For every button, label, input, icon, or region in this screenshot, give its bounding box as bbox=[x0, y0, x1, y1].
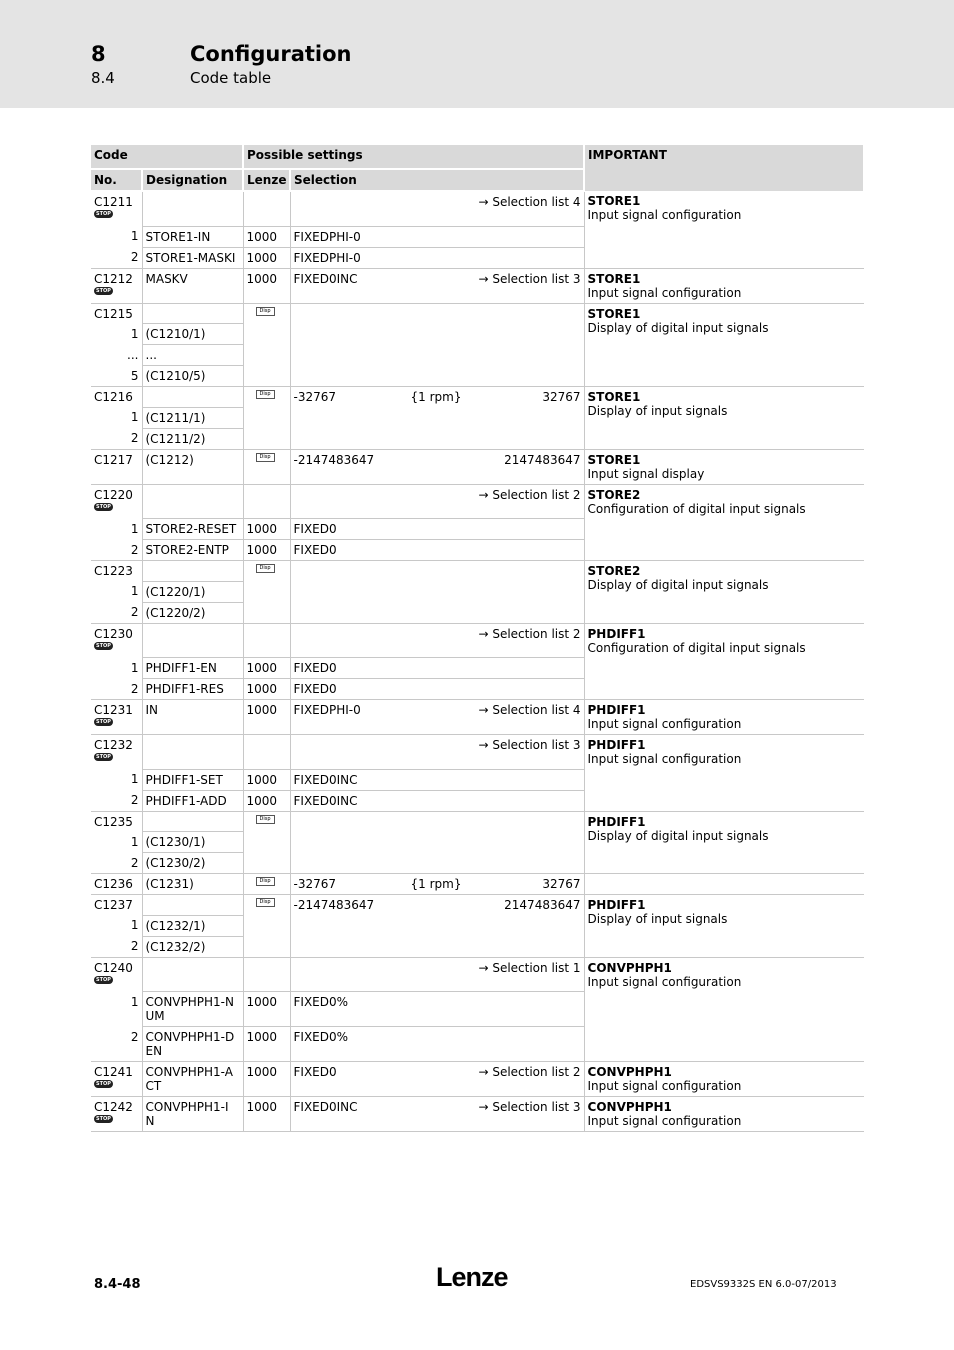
designation-cell bbox=[142, 484, 243, 519]
designation-cell: STORE2-RESET bbox=[142, 519, 243, 540]
subindex-cell: 2 bbox=[91, 853, 142, 874]
code-cell bbox=[91, 874, 142, 895]
header-important: IMPORTANT bbox=[584, 145, 864, 191]
designation-cell: (C1220/1) bbox=[142, 581, 243, 602]
designation-cell: (C1210/1) bbox=[142, 324, 243, 345]
code-number: C1230 bbox=[94, 626, 133, 641]
selection-right: 32767 bbox=[542, 877, 581, 891]
display-icon: Disp bbox=[256, 307, 275, 316]
header-lenze: Lenze bbox=[243, 169, 290, 191]
designation-cell: STORE1-MASKI bbox=[142, 247, 243, 268]
important-title: STORE1 bbox=[587, 390, 641, 404]
designation-cell: IN bbox=[142, 700, 243, 735]
selection-value: FIXED0 bbox=[293, 1065, 337, 1079]
code-number: C1236 bbox=[94, 877, 133, 891]
important-text: Input signal configuration bbox=[587, 752, 742, 766]
lenze-cell bbox=[243, 561, 290, 624]
selection-value: FIXED0INC bbox=[293, 1100, 358, 1114]
header-possible-settings: Possible settings bbox=[243, 145, 584, 169]
stop-icon: STOP bbox=[94, 976, 113, 984]
important-text: Display of digital input signals bbox=[587, 828, 769, 843]
section-title: Code table bbox=[190, 69, 272, 87]
stop-icon: STOP bbox=[94, 718, 113, 726]
lenze-cell bbox=[243, 874, 290, 895]
selection-value: FIXED0% bbox=[293, 995, 349, 1009]
lenze-cell: 1000 bbox=[243, 1027, 290, 1062]
header-code: Code bbox=[91, 145, 243, 169]
designation-cell bbox=[142, 387, 243, 408]
subindex-cell: 2 bbox=[91, 936, 142, 957]
lenze-cell: 1000 bbox=[243, 226, 290, 247]
header-no: No. bbox=[91, 169, 142, 191]
subindex-cell: 1 bbox=[91, 324, 142, 345]
selection-cell bbox=[290, 387, 584, 450]
code-number: C1220 bbox=[94, 487, 133, 502]
lenze-cell bbox=[243, 623, 290, 658]
code-number: C1241 bbox=[94, 1065, 133, 1079]
code-cell bbox=[91, 895, 142, 916]
important-text: Display of input signals bbox=[587, 404, 728, 418]
selection-right: → Selection list 4 bbox=[478, 195, 581, 209]
lenze-cell bbox=[243, 303, 290, 387]
subindex-cell: 2 bbox=[91, 247, 142, 268]
selection-value: FIXEDPHI-0 bbox=[293, 229, 361, 244]
code-cell bbox=[91, 811, 142, 832]
code-cell bbox=[91, 700, 142, 735]
table-row-code bbox=[91, 1062, 864, 1097]
chapter-number: 8 bbox=[91, 42, 106, 66]
header-selection: Selection bbox=[290, 169, 584, 191]
subindex-cell: 1 bbox=[91, 769, 142, 790]
code-number: C1237 bbox=[94, 898, 133, 912]
designation-cell bbox=[142, 735, 243, 770]
section-number: 8.4 bbox=[91, 69, 115, 87]
selection-right: → Selection list 1 bbox=[478, 960, 581, 975]
lenze-cell bbox=[243, 387, 290, 450]
important-cell bbox=[584, 811, 864, 874]
table-row-code bbox=[91, 623, 864, 658]
table-row-code bbox=[91, 874, 864, 895]
table-row-code bbox=[91, 735, 864, 770]
important-cell bbox=[584, 484, 864, 561]
lenze-cell: 1000 bbox=[243, 992, 290, 1027]
lenze-cell: 1000 bbox=[243, 268, 290, 303]
selection-cell bbox=[290, 1097, 584, 1132]
header-designation: Designation bbox=[142, 169, 243, 191]
designation-cell: CONVPHPH1-N UM bbox=[142, 992, 243, 1027]
table-row-code bbox=[91, 700, 864, 735]
important-text: Input signal configuration bbox=[587, 1114, 742, 1128]
subindex-cell: ... bbox=[91, 345, 142, 366]
selection-right: 32767 bbox=[542, 390, 581, 404]
table-row-code bbox=[91, 484, 864, 519]
important-title: STORE1 bbox=[587, 194, 641, 208]
selection-cell bbox=[290, 700, 584, 735]
selection-cell bbox=[290, 790, 584, 811]
selection-cell bbox=[290, 1062, 584, 1097]
subindex-cell: 1 bbox=[91, 519, 142, 540]
code-cell bbox=[91, 387, 142, 408]
selection-cell bbox=[290, 191, 584, 226]
important-cell bbox=[584, 874, 864, 895]
important-text: Display of input signals bbox=[587, 912, 728, 926]
designation-cell: CONVPHPH1-A CT bbox=[142, 1062, 243, 1097]
selection-cell bbox=[290, 449, 584, 484]
lenze-logo: Lenze bbox=[436, 1262, 508, 1292]
stop-icon: STOP bbox=[94, 210, 113, 218]
stop-icon: STOP bbox=[94, 287, 113, 295]
lenze-cell: 1000 bbox=[243, 679, 290, 700]
code-number: C1232 bbox=[94, 738, 133, 752]
selection-cell bbox=[290, 540, 584, 561]
designation-cell: CONVPHPH1-D EN bbox=[142, 1027, 243, 1062]
code-number: C1211 bbox=[94, 195, 133, 209]
document-id: EDSVS9332S EN 6.0-07/2013 bbox=[690, 1279, 837, 1290]
selection-cell bbox=[290, 992, 584, 1027]
code-cell bbox=[91, 735, 142, 770]
selection-value: FIXED0 bbox=[293, 682, 337, 696]
selection-cell bbox=[290, 735, 584, 770]
selection-right: → Selection list 3 bbox=[478, 738, 581, 752]
table-row-code bbox=[91, 387, 864, 408]
selection-cell bbox=[290, 484, 584, 519]
important-text: Input signal display bbox=[587, 466, 705, 481]
lenze-cell: 1000 bbox=[243, 769, 290, 790]
display-icon: Disp bbox=[256, 898, 275, 907]
designation-cell bbox=[142, 623, 243, 658]
table-row-code bbox=[91, 449, 864, 484]
lenze-cell: 1000 bbox=[243, 1062, 290, 1097]
important-cell bbox=[584, 735, 864, 812]
chapter-title: Configuration bbox=[190, 42, 352, 66]
lenze-cell: 1000 bbox=[243, 790, 290, 811]
important-title: STORE2 bbox=[587, 564, 641, 578]
designation-cell: STORE2-ENTP bbox=[142, 540, 243, 561]
code-number: C1231 bbox=[94, 703, 133, 717]
lenze-cell: 1000 bbox=[243, 540, 290, 561]
lenze-cell bbox=[243, 449, 290, 484]
selection-cell bbox=[290, 811, 584, 874]
selection-cell bbox=[290, 895, 584, 958]
subindex-cell: 2 bbox=[91, 602, 142, 623]
important-text: Display of digital input signals bbox=[587, 578, 769, 592]
designation-cell bbox=[142, 811, 243, 832]
selection-right: → Selection list 3 bbox=[478, 1100, 581, 1114]
important-cell bbox=[584, 303, 864, 387]
code-number: C1235 bbox=[94, 814, 133, 829]
lenze-cell bbox=[243, 957, 290, 992]
selection-value: -32767 bbox=[293, 877, 337, 891]
selection-value: FIXED0 bbox=[293, 661, 337, 675]
selection-cell bbox=[290, 874, 584, 895]
selection-value: FIXED0INC bbox=[293, 271, 358, 286]
important-cell bbox=[584, 957, 864, 1062]
selection-value: FIXED0INC bbox=[293, 793, 358, 808]
code-cell bbox=[91, 191, 142, 226]
important-text: Input signal configuration bbox=[587, 285, 742, 300]
lenze-cell bbox=[243, 735, 290, 770]
display-icon: Disp bbox=[256, 564, 275, 573]
designation-cell: (C1220/2) bbox=[142, 602, 243, 623]
designation-cell: PHDIFF1-SET bbox=[142, 769, 243, 790]
designation-cell: CONVPHPH1-I N bbox=[142, 1097, 243, 1132]
subindex-cell: 1 bbox=[91, 658, 142, 679]
important-title: PHDIFF1 bbox=[587, 814, 646, 829]
lenze-cell: 1000 bbox=[243, 247, 290, 268]
code-cell bbox=[91, 484, 142, 519]
stop-icon: STOP bbox=[94, 1115, 113, 1123]
important-title: CONVPHPH1 bbox=[587, 1065, 672, 1079]
table-row-code bbox=[91, 957, 864, 992]
subindex-cell: 1 bbox=[91, 915, 142, 936]
designation-cell: (C1232/2) bbox=[142, 936, 243, 957]
important-cell bbox=[584, 700, 864, 735]
important-text: Input signal configuration bbox=[587, 208, 742, 222]
designation-cell: STORE1-IN bbox=[142, 226, 243, 247]
designation-cell: MASKV bbox=[142, 268, 243, 303]
important-title: STORE1 bbox=[587, 271, 641, 286]
table-row-code bbox=[91, 811, 864, 832]
stop-icon: STOP bbox=[94, 1080, 113, 1088]
lenze-cell bbox=[243, 895, 290, 958]
important-text: Input signal configuration bbox=[587, 1079, 742, 1093]
important-title: PHDIFF1 bbox=[587, 703, 646, 717]
subindex-cell: 1 bbox=[91, 407, 142, 428]
designation-cell: (C1211/1) bbox=[142, 407, 243, 428]
designation-cell: (C1230/1) bbox=[142, 832, 243, 853]
selection-value: -32767 bbox=[293, 390, 337, 404]
selection-value: FIXEDPHI-0 bbox=[293, 250, 361, 265]
selection-value: FIXED0 bbox=[293, 522, 337, 536]
important-text: Configuration of digital input signals bbox=[587, 501, 806, 516]
page-number: 8.4-48 bbox=[94, 1277, 141, 1292]
display-icon: Disp bbox=[256, 390, 275, 399]
selection-right: → Selection list 3 bbox=[478, 271, 581, 286]
table-header-row-1 bbox=[91, 145, 864, 169]
lenze-cell: 1000 bbox=[243, 1097, 290, 1132]
selection-right: → Selection list 2 bbox=[478, 626, 581, 641]
code-number: C1212 bbox=[94, 271, 133, 286]
lenze-cell bbox=[243, 191, 290, 226]
designation-cell bbox=[142, 303, 243, 324]
designation-cell: (C1231) bbox=[142, 874, 243, 895]
designation-cell: (C1230/2) bbox=[142, 853, 243, 874]
code-number: C1215 bbox=[94, 306, 133, 321]
code-number: C1242 bbox=[94, 1100, 133, 1114]
subindex-cell: 1 bbox=[91, 581, 142, 602]
code-number: C1240 bbox=[94, 960, 133, 975]
lenze-cell: 1000 bbox=[243, 658, 290, 679]
selection-value: FIXED0 bbox=[293, 543, 337, 557]
selection-right: 2147483647 bbox=[504, 898, 581, 912]
selection-value: -2147483647 bbox=[293, 898, 375, 912]
stop-icon: STOP bbox=[94, 503, 113, 511]
subindex-cell: 2 bbox=[91, 679, 142, 700]
lenze-cell: 1000 bbox=[243, 519, 290, 540]
code-cell bbox=[91, 268, 142, 303]
selection-cell bbox=[290, 623, 584, 658]
selection-value: FIXED0INC bbox=[293, 772, 358, 787]
important-cell bbox=[584, 268, 864, 303]
subindex-cell: 1 bbox=[91, 226, 142, 247]
code-cell bbox=[91, 303, 142, 324]
important-title: PHDIFF1 bbox=[587, 898, 646, 912]
important-text: Input signal configuration bbox=[587, 974, 742, 989]
selection-right: → Selection list 2 bbox=[478, 1065, 581, 1079]
table-row-code bbox=[91, 303, 864, 324]
display-icon: Disp bbox=[256, 453, 275, 462]
table-row-code bbox=[91, 1097, 864, 1132]
selection-value: FIXED0% bbox=[293, 1030, 349, 1044]
subindex-cell: 5 bbox=[91, 366, 142, 387]
designation-cell bbox=[142, 957, 243, 992]
selection-unit: {1 rpm} bbox=[410, 877, 462, 891]
code-cell bbox=[91, 1062, 142, 1097]
subindex-cell: 2 bbox=[91, 1027, 142, 1062]
selection-cell bbox=[290, 519, 584, 540]
selection-cell bbox=[290, 1027, 584, 1062]
subindex-cell: 1 bbox=[91, 992, 142, 1027]
important-title: PHDIFF1 bbox=[587, 626, 646, 641]
selection-cell bbox=[290, 957, 584, 992]
subindex-cell: 2 bbox=[91, 790, 142, 811]
important-cell bbox=[584, 895, 864, 958]
important-title: PHDIFF1 bbox=[587, 738, 646, 752]
designation-cell: (C1212) bbox=[142, 449, 243, 484]
selection-cell bbox=[290, 303, 584, 387]
designation-cell: (C1211/2) bbox=[142, 428, 243, 449]
stop-icon: STOP bbox=[94, 642, 113, 650]
important-cell bbox=[584, 623, 864, 700]
important-text: Display of digital input signals bbox=[587, 320, 769, 335]
code-number: C1223 bbox=[94, 564, 133, 578]
page-header bbox=[0, 0, 954, 108]
selection-cell bbox=[290, 658, 584, 679]
designation-cell: PHDIFF1-EN bbox=[142, 658, 243, 679]
selection-cell bbox=[290, 561, 584, 624]
table-row-code bbox=[91, 191, 864, 226]
designation-cell bbox=[142, 191, 243, 226]
designation-cell bbox=[142, 895, 243, 916]
code-cell bbox=[91, 1097, 142, 1132]
lenze-cell bbox=[243, 484, 290, 519]
designation-cell: (C1232/1) bbox=[142, 915, 243, 936]
designation-cell: ... bbox=[142, 345, 243, 366]
subindex-cell: 1 bbox=[91, 832, 142, 853]
code-cell bbox=[91, 449, 142, 484]
selection-unit: {1 rpm} bbox=[410, 390, 462, 404]
designation-cell: PHDIFF1-ADD bbox=[142, 790, 243, 811]
selection-cell bbox=[290, 268, 584, 303]
selection-cell bbox=[290, 226, 584, 247]
important-cell bbox=[584, 449, 864, 484]
subindex-cell: 2 bbox=[91, 428, 142, 449]
important-text: Input signal configuration bbox=[587, 717, 742, 731]
table-row-code bbox=[91, 895, 864, 916]
selection-cell bbox=[290, 247, 584, 268]
code-table bbox=[91, 145, 865, 1132]
code-cell bbox=[91, 957, 142, 992]
display-icon: Disp bbox=[256, 877, 275, 886]
code-cell bbox=[91, 561, 142, 582]
selection-right: → Selection list 2 bbox=[478, 487, 581, 502]
important-title: CONVPHPH1 bbox=[587, 960, 672, 975]
selection-value: -2147483647 bbox=[293, 452, 375, 467]
table-row-code bbox=[91, 561, 864, 582]
code-number: C1217 bbox=[94, 452, 133, 467]
selection-cell bbox=[290, 769, 584, 790]
lenze-cell: 1000 bbox=[243, 700, 290, 735]
table-row-code bbox=[91, 268, 864, 303]
important-text: Configuration of digital input signals bbox=[587, 640, 806, 655]
important-title: CONVPHPH1 bbox=[587, 1100, 672, 1114]
stop-icon: STOP bbox=[94, 753, 113, 761]
important-title: STORE1 bbox=[587, 452, 641, 467]
important-title: STORE1 bbox=[587, 306, 641, 321]
important-cell bbox=[584, 561, 864, 624]
important-cell bbox=[584, 1062, 864, 1097]
important-cell bbox=[584, 387, 864, 450]
selection-right: 2147483647 bbox=[504, 452, 581, 467]
code-number: C1216 bbox=[94, 390, 133, 404]
designation-cell bbox=[142, 561, 243, 582]
display-icon: Disp bbox=[256, 815, 275, 824]
designation-cell: PHDIFF1-RES bbox=[142, 679, 243, 700]
important-cell bbox=[584, 1097, 864, 1132]
selection-cell bbox=[290, 679, 584, 700]
subindex-cell: 2 bbox=[91, 540, 142, 561]
selection-value: FIXEDPHI-0 bbox=[293, 703, 361, 717]
designation-cell: (C1210/5) bbox=[142, 366, 243, 387]
important-title: STORE2 bbox=[587, 487, 641, 502]
lenze-cell bbox=[243, 811, 290, 874]
code-cell bbox=[91, 623, 142, 658]
important-cell bbox=[584, 191, 864, 268]
selection-right: → Selection list 4 bbox=[478, 703, 581, 717]
